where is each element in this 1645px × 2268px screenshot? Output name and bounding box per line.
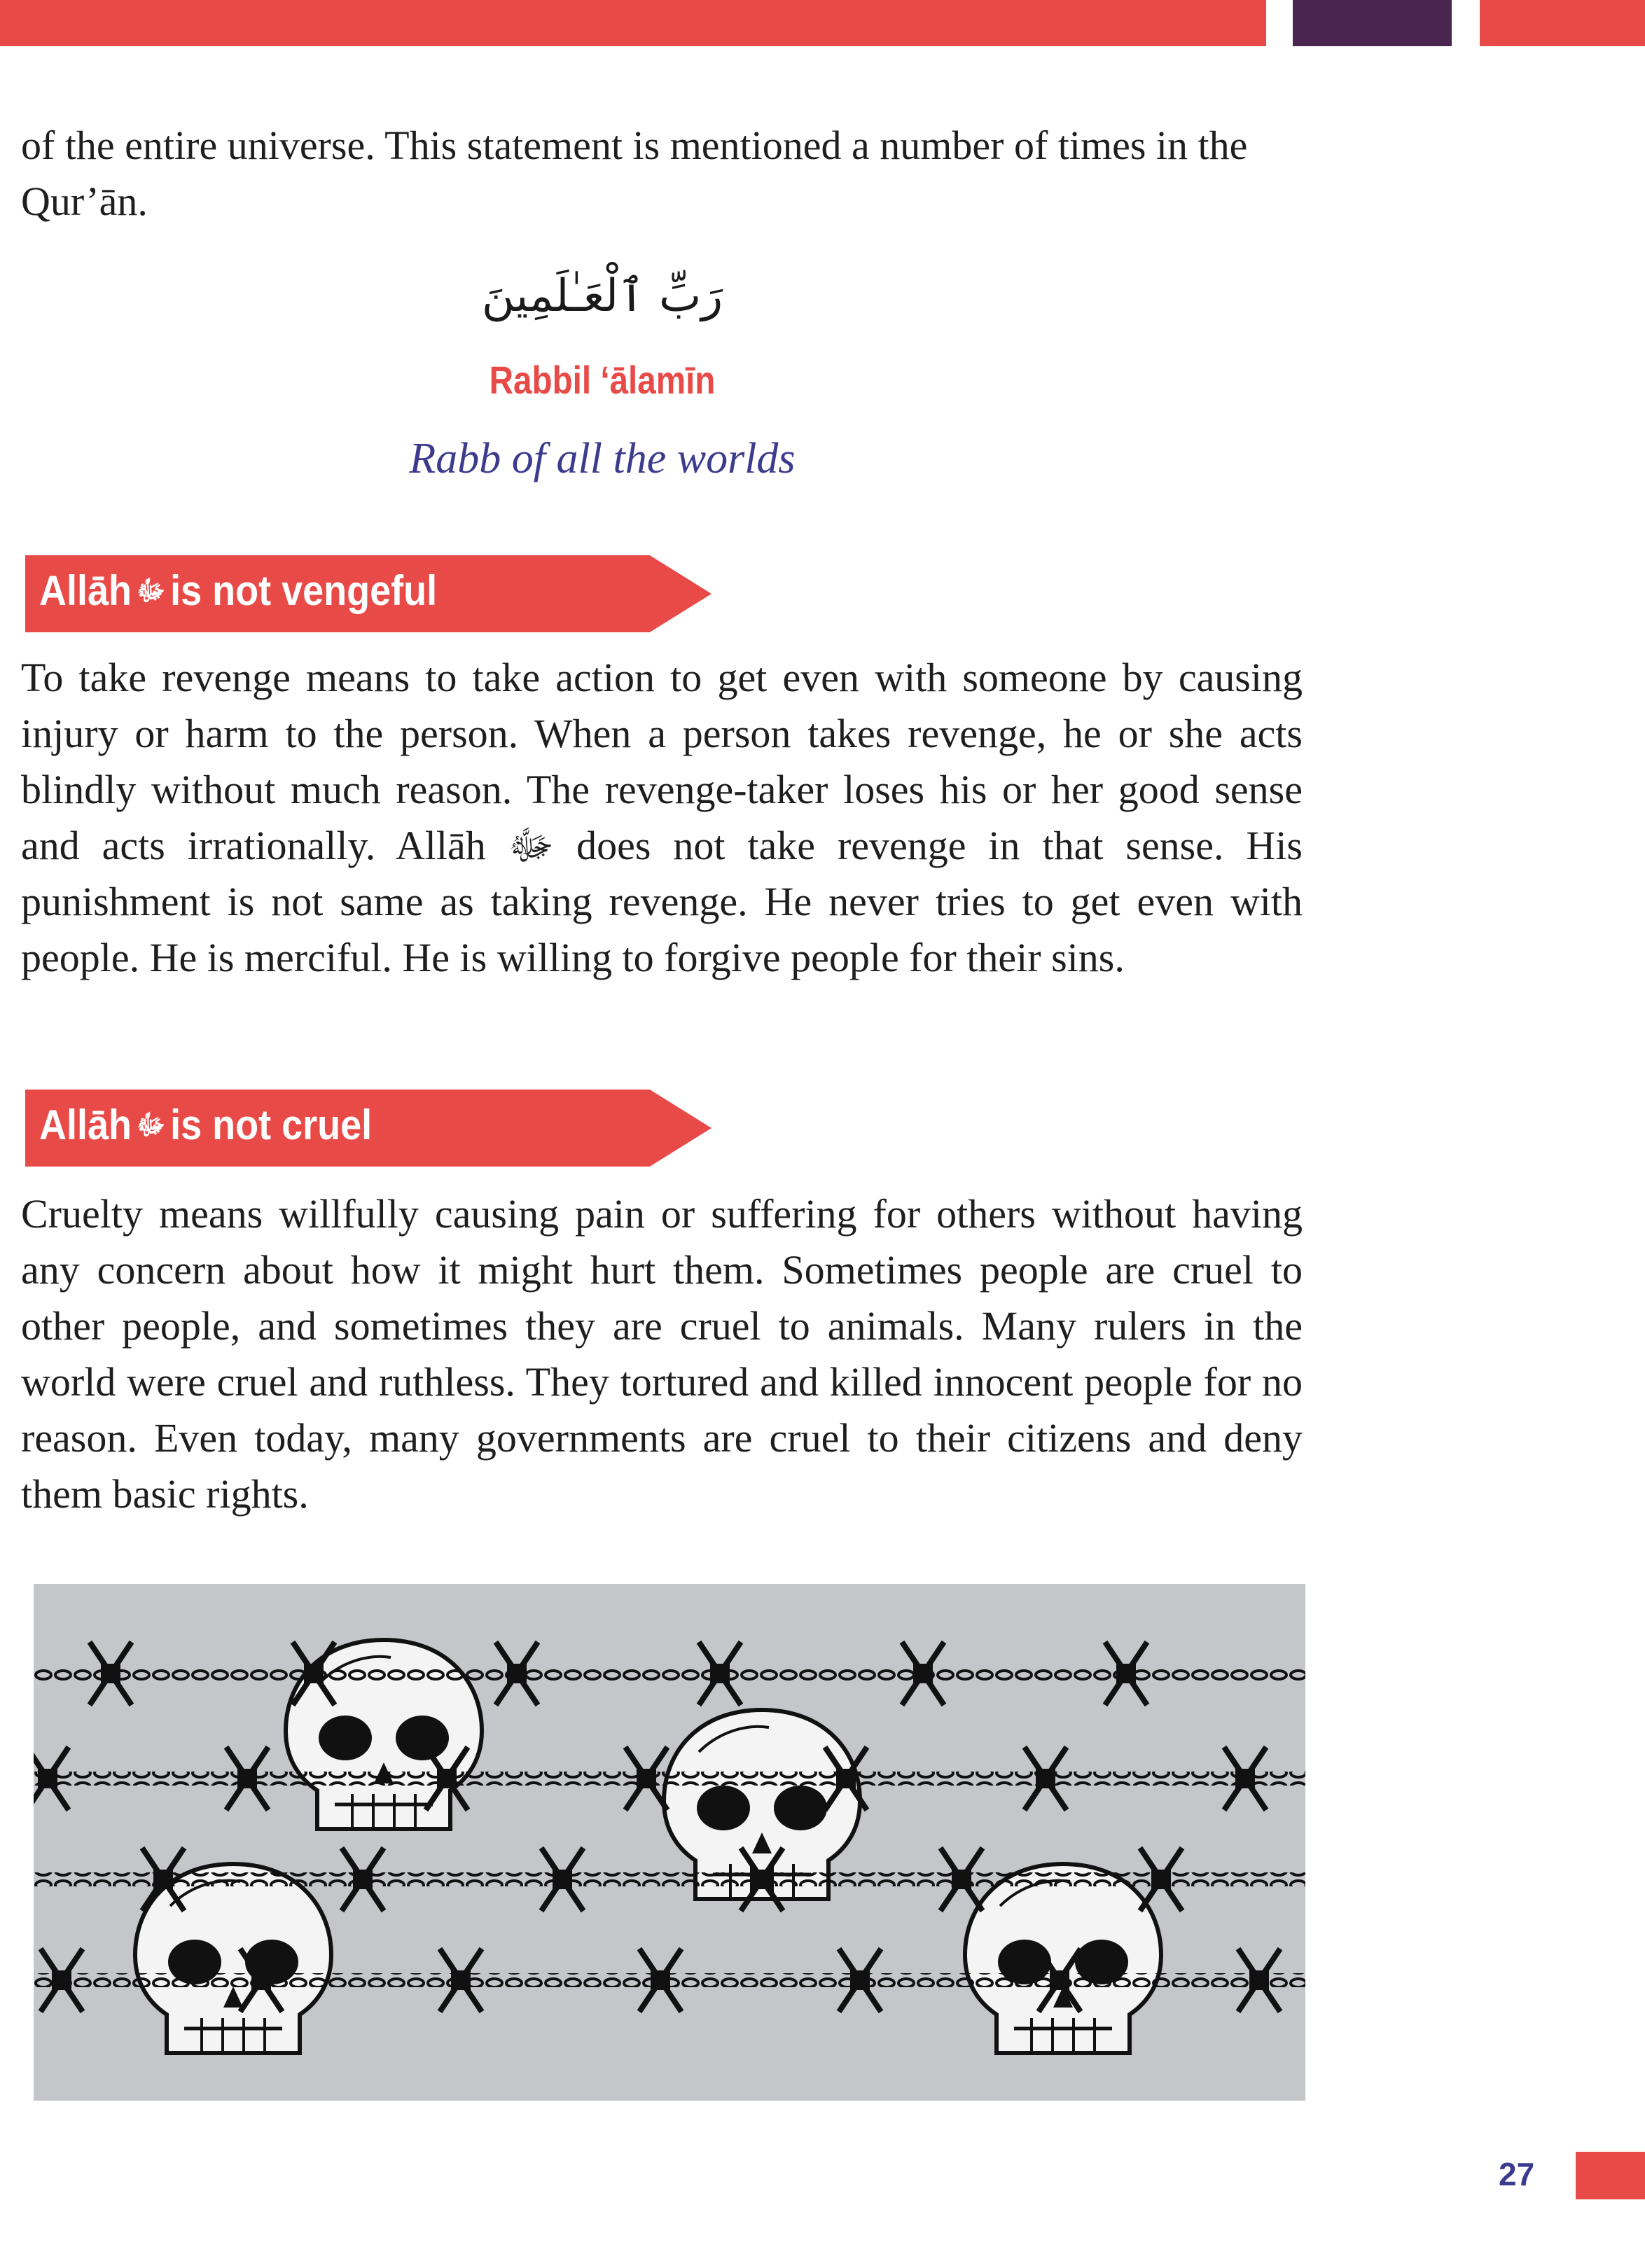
heading-label xyxy=(39,566,437,615)
heading-rest: is not cruel xyxy=(170,1101,373,1148)
arabic-phrase: رَبِّ ٱلْعَـٰلَمِينَ xyxy=(481,270,723,322)
cruel-paragraph: Cruelty means willfully causing pain or suffering for others without having any concern about how it might hurt them. Sometimes people are cruel to other people, and sometimes they are cruel to animals. Many rulers in the world were cruel and ruthless. They tortured and killed innocent people for no reason. Even today, many governments are cruel to their citizens and deny them basic rights. xyxy=(21,1191,1303,1517)
heading-label xyxy=(39,1101,372,1149)
barbed-wire-strand xyxy=(34,1667,1305,1681)
heading-word: Allāh xyxy=(39,1101,132,1148)
heading-word: Allāh xyxy=(39,567,132,614)
illustration-svg xyxy=(34,1584,1305,2101)
intro-paragraph: of the entire universe. This statement is mentioned a number of times in the Qur’ān. xyxy=(21,123,1248,224)
barbed-wire-strand xyxy=(34,1772,1305,1786)
top-accent-block-red xyxy=(1480,0,1645,46)
page-number-tab xyxy=(1576,2152,1645,2199)
section-heading-cruel xyxy=(25,1090,712,1167)
top-accent-bar xyxy=(0,0,1266,46)
honorific-glyph: ﷻ xyxy=(137,1110,165,1141)
barbed-wire-strand xyxy=(34,1872,1305,1886)
transliteration: Rabbil ‘ālamīn xyxy=(489,358,716,402)
translation: Rabb of all the worlds xyxy=(409,435,796,482)
skull-drawing xyxy=(135,1864,331,2053)
skull-drawing xyxy=(965,1864,1161,2053)
heading-rest: is not vengeful xyxy=(170,567,438,614)
honorific-glyph: ﷻ xyxy=(137,576,165,607)
skulls-barbed-wire-illustration xyxy=(34,1584,1305,2101)
top-accent-block-purple xyxy=(1293,0,1452,46)
page-number: 27 xyxy=(1499,2156,1535,2192)
vengeful-paragraph: To take revenge means to take action to get even with someone by causing injury or harm to the person. When a person takes revenge, he or she acts blindly without much reason. The revenge-taker loses his or her good sense and acts irrationally. Allāh ﷻ does not take revenge in that sense. His punishment is not same as taking revenge. He never tries to get even with people. He is merciful. He is willing to forgive people for their sins. xyxy=(21,655,1303,980)
section-heading-vengeful xyxy=(25,555,712,632)
